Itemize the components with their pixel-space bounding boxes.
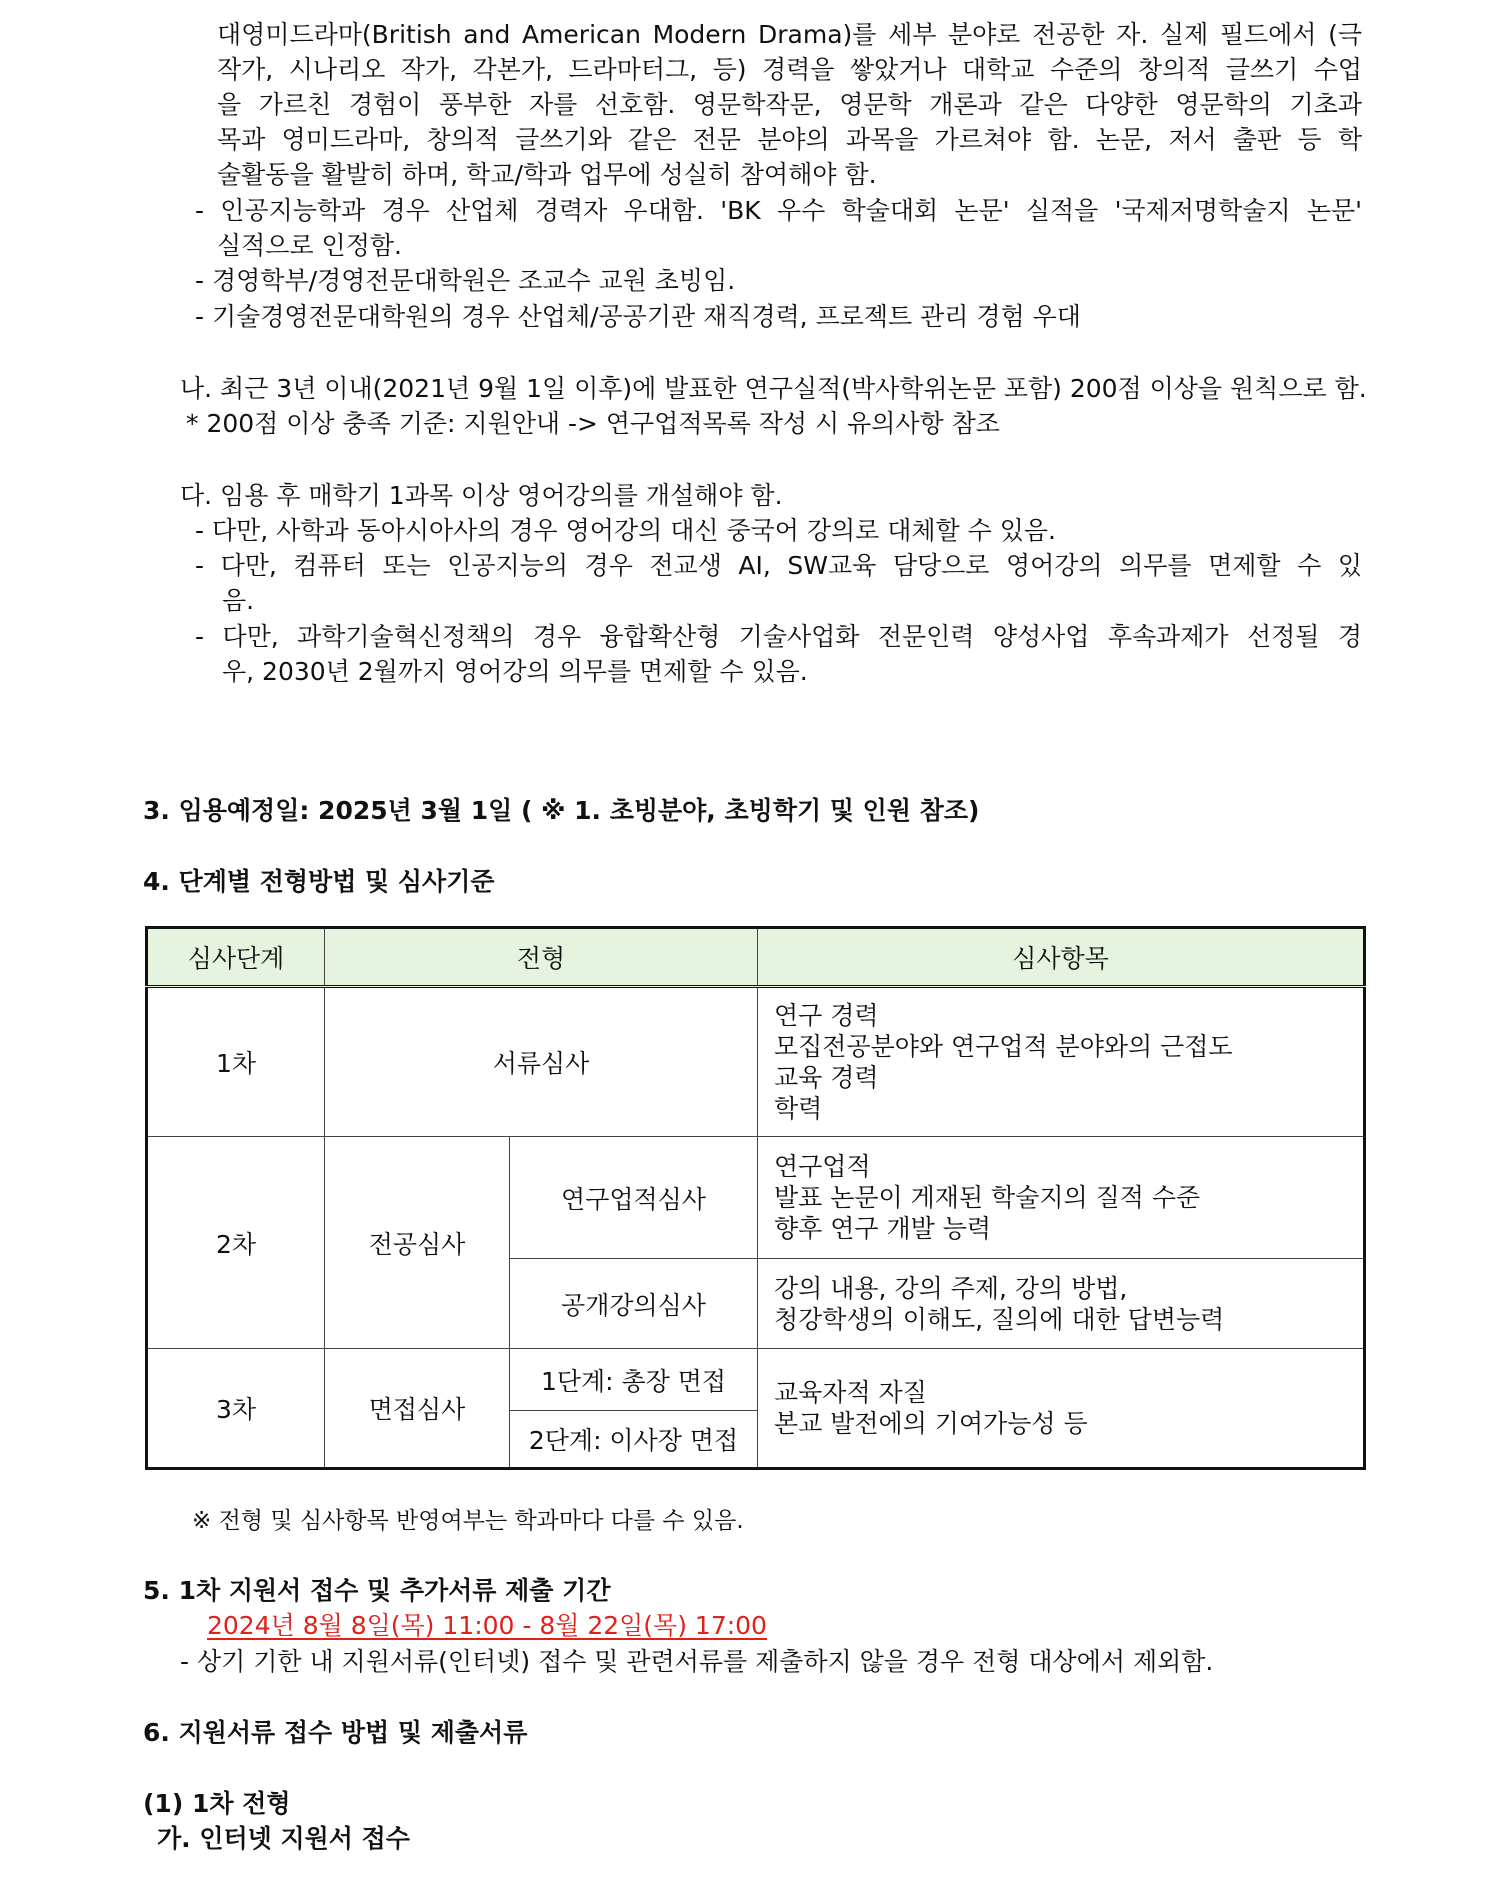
application-period: 2024년 8월 8일(목) 11:00 - 8월 22일(목) 17:00 [207,1611,767,1640]
criteria-item: 향후 연구 개발 능력 [774,1214,992,1243]
bullet-line: - 경영학부/경영전문대학원은 조교수 교원 초빙임. [195,266,736,295]
section-na-title: 나. 최근 3년 이내(2021년 9월 1일 이후)에 발표한 연구실적(박사학위논문 포함) 200점 이상을 원칙으로 함. [180,374,1367,403]
criteria-item: 교육자적 자질 [774,1378,927,1407]
criteria-item: 모집전공분야와 연구업적 분야와의 근접도 [774,1032,1233,1061]
table-row [147,987,1365,1137]
type-cell: 면접심사 [325,1349,510,1469]
section-da-line: - 다만, 컴퓨터 또는 인공지능의 경우 전교생 AI, SW교육 담당으로 영어강의 의무를 면제할 수 있 [195,551,1362,580]
period-note: - 상기 기한 내 지원서류(인터넷) 접수 및 관련서류를 제출하지 않을 경우 전형 대상에서 제외함. [180,1647,1214,1676]
section-na-note: * 200점 이상 충족 기준: 지원안내 -> 연구업적목록 작성 시 유의사항 참조 [186,409,1000,438]
intro-line-4: 목과 영미드라마, 창의적 글쓰기와 같은 전문 분야의 과목을 가르쳐야 함. 논문, 저서 출판 등 학 [217,125,1362,154]
criteria-item: 교육 경력 [774,1063,879,1092]
section-da-line: 우, 2030년 2월까지 영어강의 의무를 면제할 수 있음. [222,657,808,686]
heading-3: 3. 임용예정일: 2025년 3월 1일 ( ※ 1. 초빙분야, 초빙학기 및 인원 참조) [143,796,980,825]
items-cell [758,987,1365,1137]
items-cell [758,1349,1365,1469]
subtype-cell: 2단계: 이사장 면접 [510,1411,758,1469]
intro-line-1: 대영미드라마(British and American Modern Drama)를 세부 분야로 전공한 자. 실제 필드에서 (극 [217,20,1362,49]
heading-5: 5. 1차 지원서 접수 및 추가서류 제출 기간 [143,1576,611,1605]
criteria-item: 본교 발전에의 기여가능성 등 [774,1409,1088,1438]
subtype-cell: 연구업적심사 [510,1137,758,1259]
section-da-line: - 다만, 과학기술혁신정책의 경우 융합확산형 기술사업화 전문인력 양성사업 후속과제가 선정될 경 [195,622,1362,651]
header-items: 심사항목 [758,928,1365,987]
stage-cell: 3차 [147,1349,325,1469]
items-cell [758,1259,1365,1349]
bullet-line: 실적으로 인정함. [217,231,402,260]
table-row [147,1137,1365,1259]
table-note: ※ 전형 및 심사항목 반영여부는 학과마다 다를 수 있음. [192,1508,744,1534]
subheading-1: (1) 1차 전형 [143,1789,291,1818]
table-header-row [147,928,1365,987]
type-cell: 서류심사 [325,987,758,1137]
table-row [147,1349,1365,1411]
stage-cell: 2차 [147,1137,325,1349]
criteria-item: 청강학생의 이해도, 질의에 대한 답변능력 [774,1304,1225,1334]
criteria-item: 강의 내용, 강의 주제, 강의 방법, [774,1273,1128,1303]
intro-line-3: 을 가르친 경험이 풍부한 자를 선호함. 영문학작문, 영문학 개론과 같은 다양한 영문학의 기초과 [217,90,1362,119]
bullet-line: - 기술경영전문대학원의 경우 산업체/공공기관 재직경력, 프로젝트 관리 경험 우대 [195,302,1081,331]
intro-line-5: 술활동을 활발히 하며, 학교/학과 업무에 성실히 참여해야 함. [217,160,877,189]
header-type: 전형 [325,928,758,987]
subtype-cell: 1단계: 총장 면접 [510,1349,758,1411]
subtype-cell: 공개강의심사 [510,1259,758,1349]
stage-cell: 1차 [147,987,325,1137]
subheading-1a: 가. 인터넷 지원서 접수 [157,1824,410,1853]
section-da-title: 다. 임용 후 매학기 1과목 이상 영어강의를 개설해야 함. [180,481,783,510]
criteria-item: 학력 [774,1094,823,1123]
bullet-line: - 인공지능학과 경우 산업체 경력자 우대함. 'BK 우수 학술대회 논문' 실적을 '국제저명학술지 논문' [195,196,1362,225]
criteria-table [145,926,1366,1470]
items-cell [758,1137,1365,1259]
section-da-line: 음. [222,586,255,615]
criteria-item: 연구 경력 [774,1001,879,1030]
intro-line-2: 작가, 시나리오 작가, 각본가, 드라마터그, 등) 경력을 쌓았거나 대학교 수준의 창의적 글쓰기 수업 [217,55,1362,84]
criteria-item: 발표 논문이 게재된 학술지의 질적 수준 [774,1183,1201,1212]
heading-6: 6. 지원서류 접수 방법 및 제출서류 [143,1718,528,1747]
criteria-item: 연구업적 [774,1152,871,1181]
heading-4: 4. 단계별 전형방법 및 심사기준 [143,867,495,896]
type-cell: 전공심사 [325,1137,510,1349]
header-stage: 심사단계 [147,928,325,987]
section-da-line: - 다만, 사학과 동아시아사의 경우 영어강의 대신 중국어 강의로 대체할 수 있음. [195,516,1056,545]
